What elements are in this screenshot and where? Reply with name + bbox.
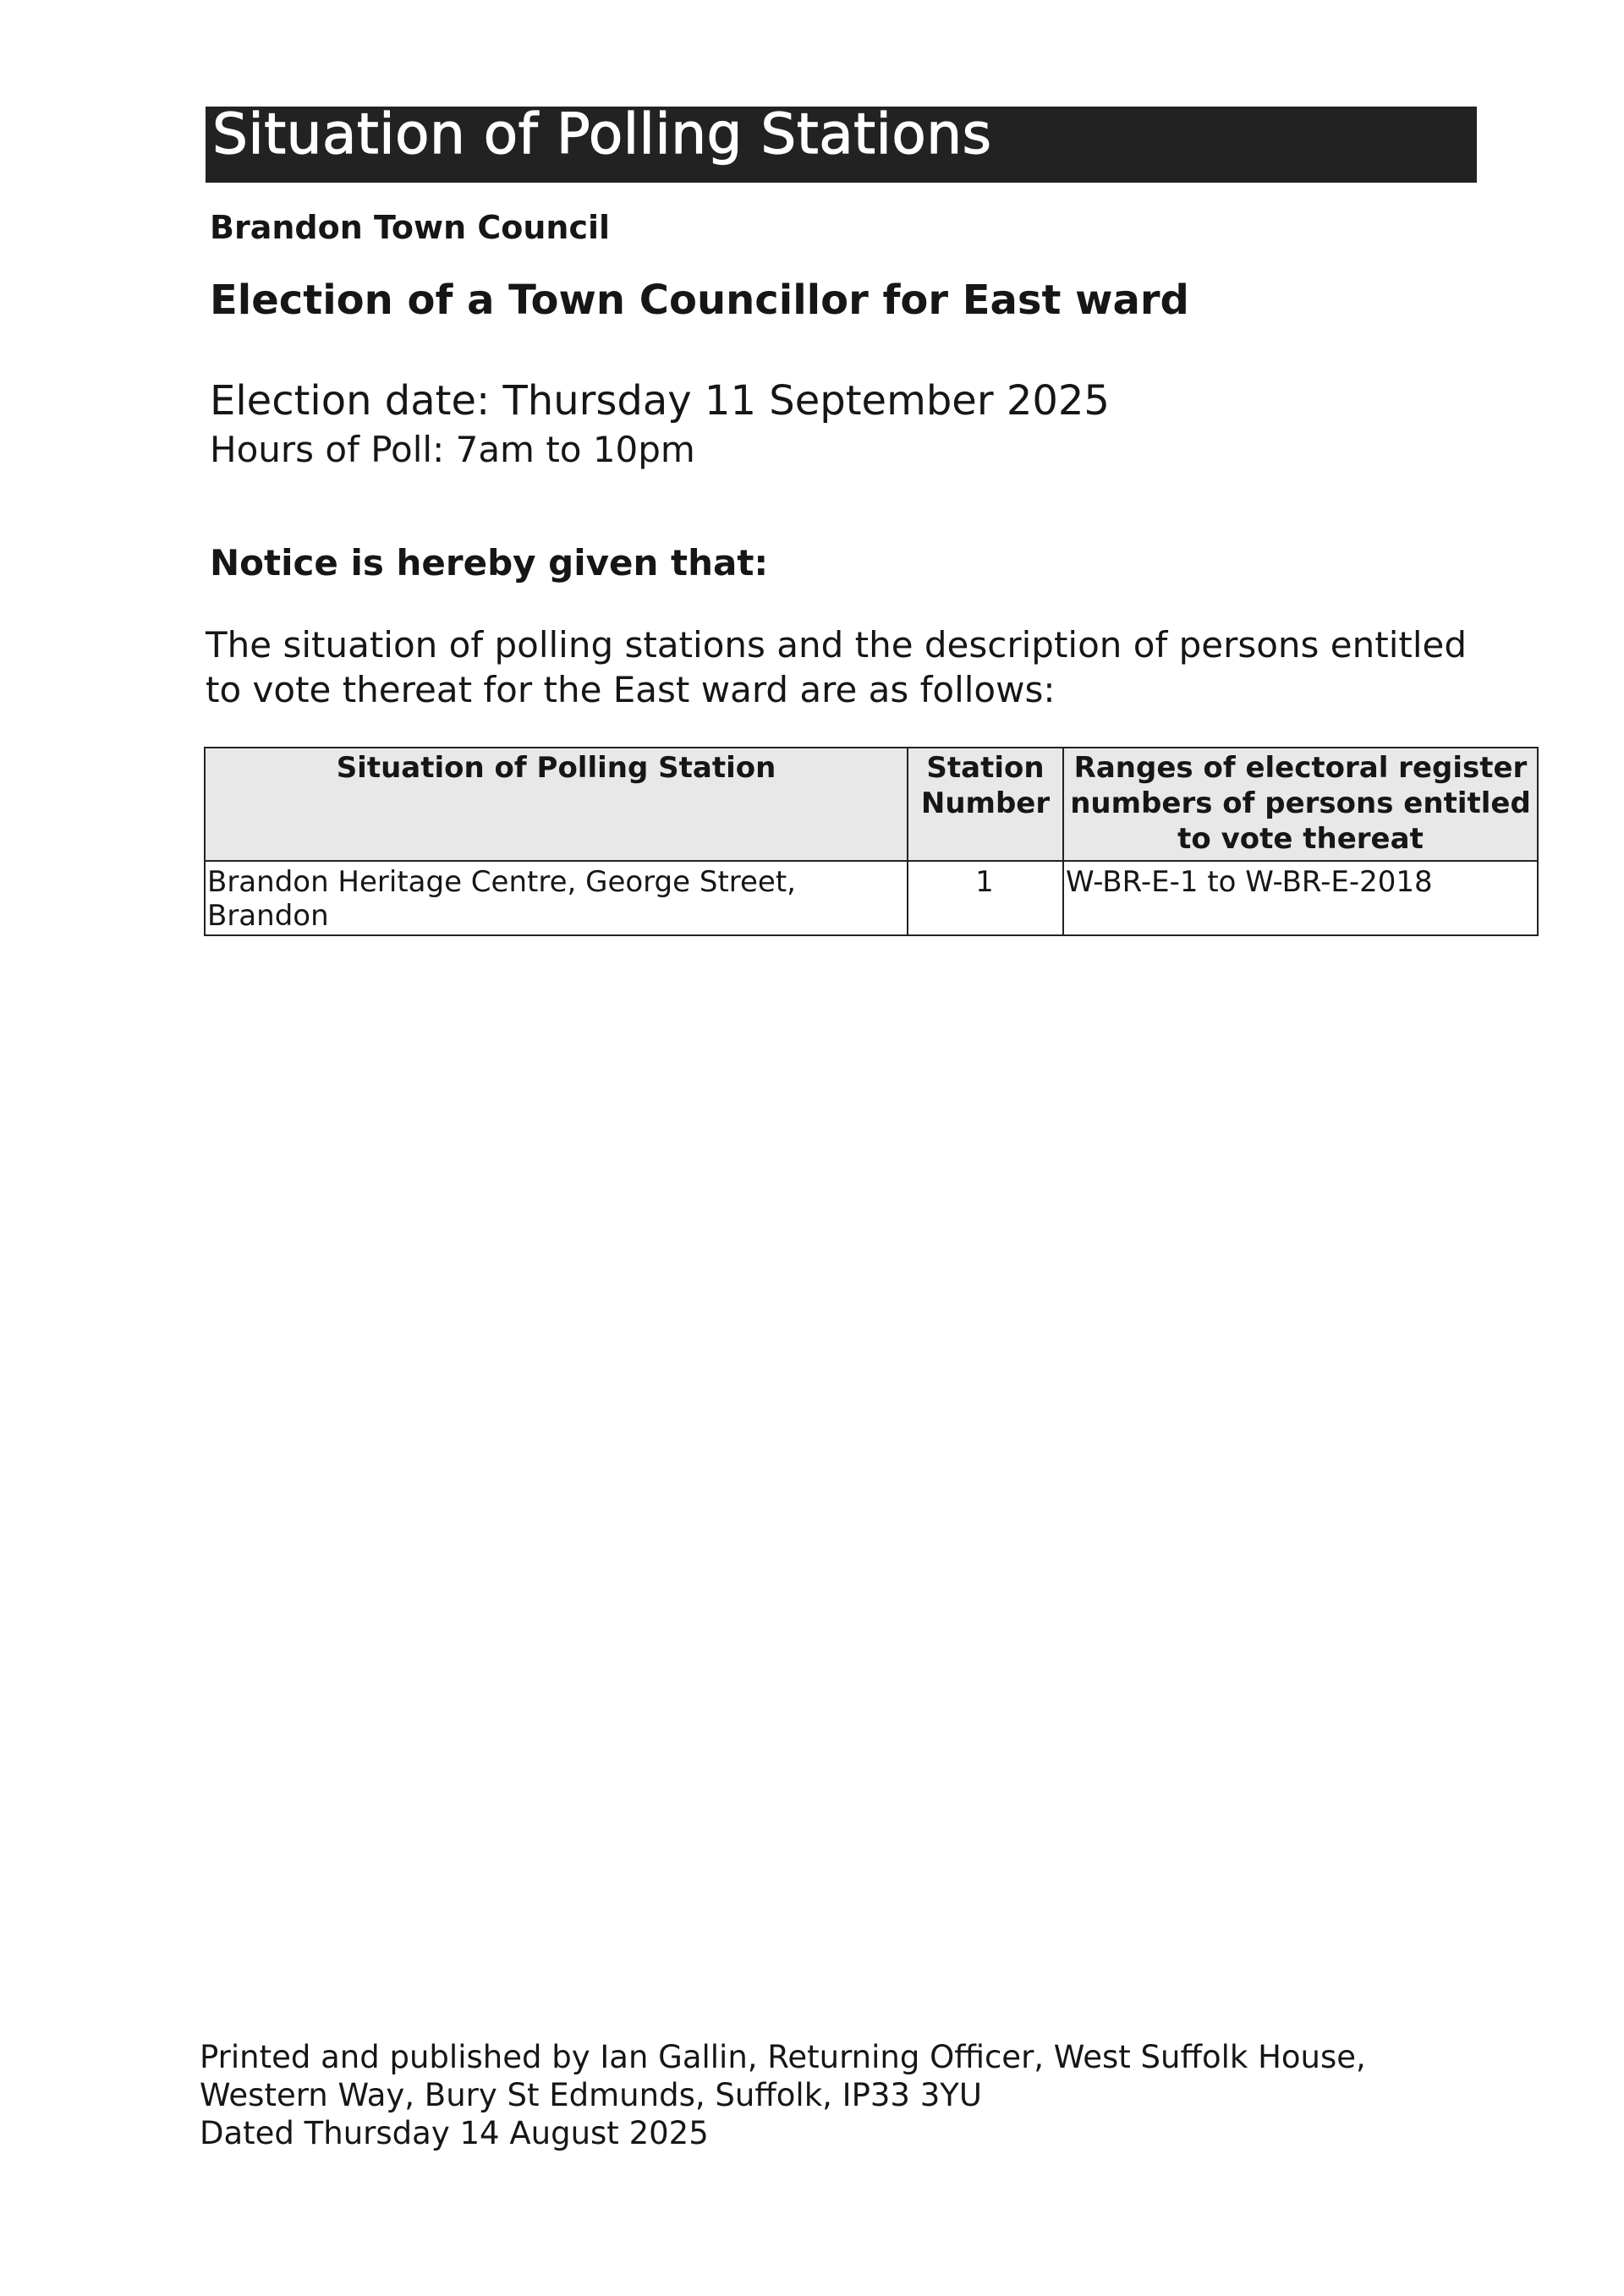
cell-station-number: 1 [908, 861, 1063, 935]
header-situation: Situation of Polling Station [205, 748, 908, 861]
cell-situation: Brandon Heritage Centre, George Street, Brandon [205, 861, 908, 935]
page-title: Situation of Polling Stations [212, 101, 992, 167]
council-name: Brandon Town Council [210, 209, 611, 246]
imprint-footer [200, 2038, 1553, 2152]
election-title: Election of a Town Councillor for East ward [210, 277, 1189, 324]
footer-line-1: Printed and published by Ian Gallin, Returning Officer, West Suffolk House, [200, 2039, 1366, 2075]
polling-stations-table [204, 747, 1539, 936]
footer-line-3: Dated Thursday 14 August 2025 [200, 2115, 709, 2151]
header-register-range: Ranges of electoral register numbers of persons entitled to vote thereat [1063, 748, 1538, 861]
footer-line-2: Western Way, Bury St Edmunds, Suffolk, IP33 3YU [200, 2077, 982, 2113]
notice-heading: Notice is hereby given that: [210, 542, 769, 584]
election-date: Election date: Thursday 11 September 2025 [210, 377, 1110, 425]
hours-of-poll: Hours of Poll: 7am to 10pm [210, 429, 695, 470]
intro-text: The situation of polling stations and the description of persons entitled to vote thereat for the East ward are as follows: [206, 624, 1468, 710]
table-row [205, 861, 1538, 935]
title-banner [206, 101, 1477, 183]
header-station-number: Station Number [908, 748, 1063, 861]
table-header-row [205, 748, 1538, 861]
cell-register-range: W-BR-E-1 to W-BR-E-2018 [1063, 861, 1538, 935]
